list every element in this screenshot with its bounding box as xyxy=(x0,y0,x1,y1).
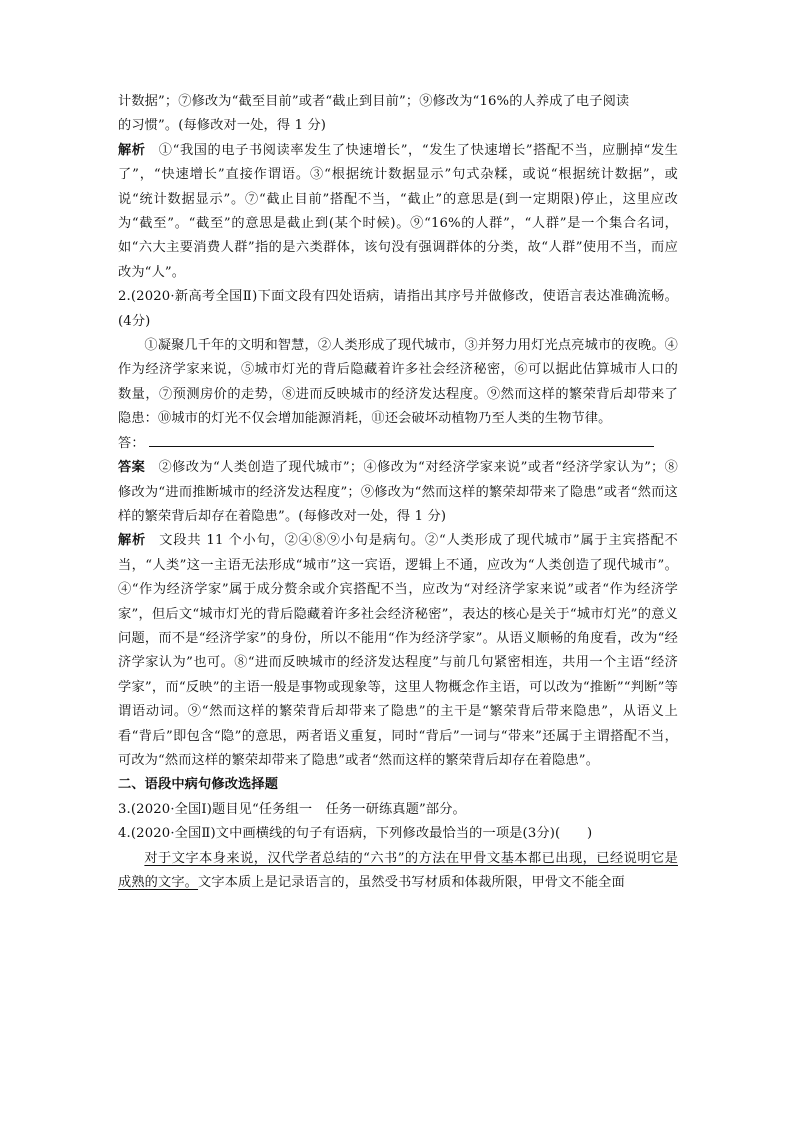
q2-answer-text: ②修改为“人类创造了现代城市”；④修改为“对经济学家来说”或者“经济学家认为”；⑧修改为“进而推断城市的经济发达程度”；⑨修改为“然而这样的繁荣却带来了隐患”或者“然而这样的繁荣背后却存在着隐患”。(每修改对一处，得 1 分) xyxy=(118,460,678,524)
analysis-label: 解析 xyxy=(118,142,146,158)
document-page xyxy=(118,90,678,895)
q4-passage xyxy=(118,847,678,896)
answer-prompt: 答： xyxy=(118,435,145,451)
q2-analysis xyxy=(118,529,678,773)
underlined-sentence: 对于文字本身来说，汉代学者总结的“六书”的方法在甲骨文基本都已出现，已经说明它是成熟的文字。 xyxy=(118,850,678,890)
q1-answer-line1: 计数据”；⑦修改为“截至目前”或者“截止到目前”；⑨修改为“16%的人养成了电子阅读 xyxy=(118,94,630,109)
q2-stem: 2.(2020·新高考全国Ⅱ)下面文段有四处语病，请指出其序号并做修改，使语言表达准确流畅。(4分) xyxy=(118,289,678,329)
q4-passage-rest: 文字本质上是记录语言的，虽然受书写材质和体裁所限，甲骨文不能全面 xyxy=(198,875,625,890)
q2-analysis-text: 文段共 11 个小句，②④⑧⑨小句是病句。②“人类形成了现代城市”属于主宾搭配不当，“人类”这一主语无法形成“城市”这一宾语，逻辑上不通，应改为“人类创造了现代城市”。④“作为经济学家”属于成分赘余或介宾搭配不当，应改为“对经济学家来说”或者“作为经济学家”，但后文“城市灯光的背后隐藏着许多社会经济秘密”，表达的核心是关于“城市灯光”的意义问题，而不是“经济学家”的身份，所以不能用“作为经济学家”。从语义顺畅的角度看，改为“经济学家认为”也可。⑧“进而反映城市的经济发达程度”与前几句紧密相连，共用一个主语“经济学家”，而“反映”的主语一般是事物或现象等，这里人物概念作主语，可以改为“推断”“判断”等谓语动词。⑨“然而这样的繁荣背后却带来了隐患”的主干是“繁荣背后带来隐患”，从语义上看“背后”即包含“隐”的意思，两者语义重复，同时“背后”一词与“带来”还属于主谓搭配不当，可改为“然而这样的繁荣却带来了隐患”或者“然而这样的繁荣背后却存在着隐患”。 xyxy=(118,533,678,768)
analysis-label: 解析 xyxy=(118,533,147,549)
q2-passage: ①凝聚几千年的文明和智慧，②人类形成了现代城市，③并努力用灯光点亮城市的夜晚。④作为经济学家来说，⑤城市灯光的背后隐藏着许多社会经济秘密，⑥可以据此估算城市人口的数量，⑦预测房价的走势，⑧进而反映城市的经济发达程度。⑨然而这样的繁荣背后却带来了隐患：⑩城市的灯光不仅会增加能源消耗，⑪还会破坏动植物乃至人类的生物节律。 xyxy=(118,338,678,427)
q3-stem: 3.(2020·全国Ⅰ)题目见“任务组一 任务一研练真题”部分。 xyxy=(118,801,466,817)
q1-answer-continuation xyxy=(118,90,678,139)
q2-answer xyxy=(118,456,678,529)
q4-stem: 4.(2020·全国Ⅱ)文中画横线的句子有语病，下列修改最恰当的一项是(3分)( ) xyxy=(118,826,593,842)
answer-blank-line[interactable] xyxy=(149,434,654,447)
section-heading: 二、语段中病句修改选择题 xyxy=(118,777,279,793)
q1-answer-line2: 的习惯”。(每修改对一处，得 1 分) xyxy=(118,118,327,134)
answer-label: 答案 xyxy=(118,460,146,476)
q1-analysis xyxy=(118,139,678,285)
q1-analysis-text: ①“我国的电子书阅读率发生了快速增长”，“发生了快速增长”搭配不当，应删掉“发生了”，“快速增长”直接作谓语。③“根据统计数据显示”句式杂糅，或说“根据统计数据”，或说“统计数据显示”。⑦“截止目前”搭配不当，“截止”的意思是(到一定期限)停止，这里应改为“截至”。“截至”的意思是截止到(某个时候)。⑨“16%的人群”，“人群”是一个集合名词，如“六大主要消费人群”指的是六类群体，该句没有强调群体的分类，故“人群”使用不当，而应改为“人”。 xyxy=(118,142,678,280)
q2-answer-blank xyxy=(118,432,678,456)
